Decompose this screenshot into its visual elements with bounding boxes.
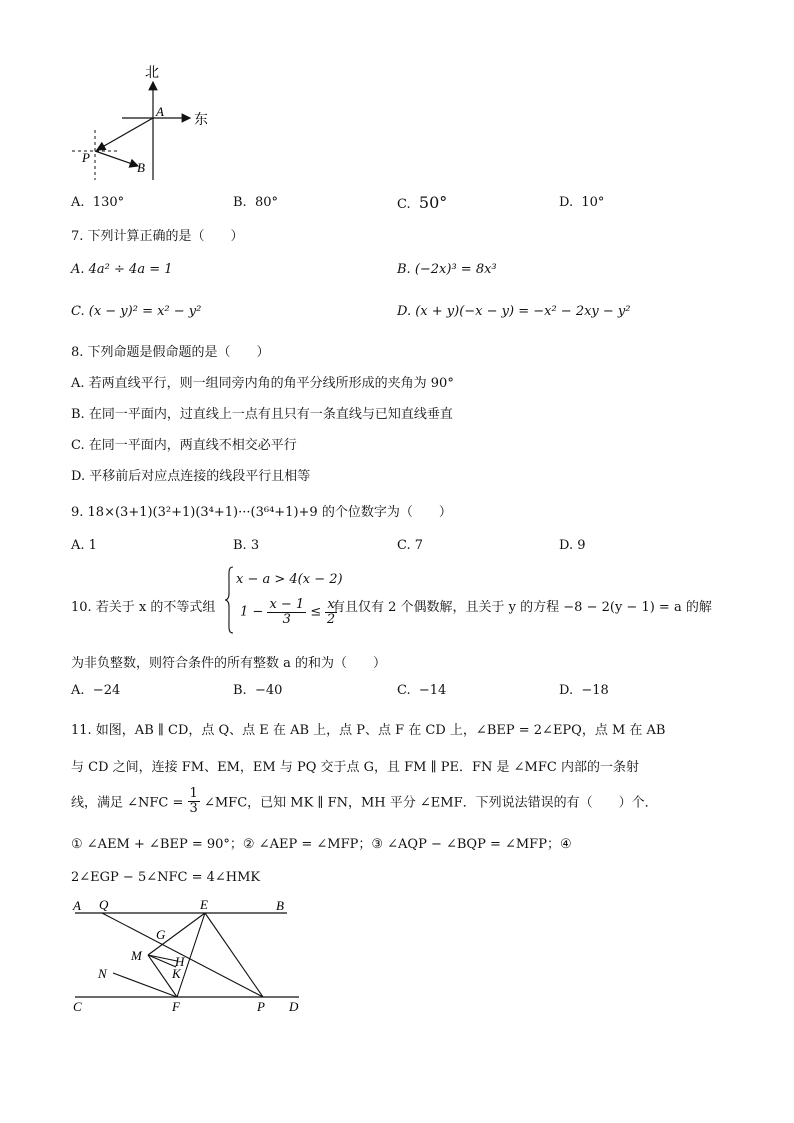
q9-option-d[interactable]: D. 9 [559,538,586,553]
q10-inequality-2: 1 − $\frac{x - 1}{3}$ ≤ $\frac{x}{2}$ [240,597,336,627]
q7-option-d[interactable]: D. (x + y)(−x − y) = −x² − 2xy − y² [397,304,631,319]
segment-ep [205,913,263,997]
q7-option-c[interactable]: C. (x − y)² = x² − y² [71,304,202,319]
q10-option-a[interactable]: A. −24 [71,683,121,698]
compass-figure [60,60,220,185]
q8-option-a[interactable]: A. 若两直线平行，则一组同旁内角的角平分线所形成的夹角为 90° [71,376,454,391]
label-a: A [156,104,164,119]
label-n: N [98,966,107,981]
geometry-figure [65,895,315,1020]
q9-option-b[interactable]: B. 3 [233,538,260,553]
label-p: P [257,999,265,1014]
q6-option-d[interactable]: D. 10° [559,195,605,210]
label-g: G [156,927,166,942]
label-c: C [73,999,82,1014]
q11-line2: 与 CD 之间，连接 FM、EM，EM 与 PQ 交于点 G，且 FM ∥ PE．FN 是 ∠MFC 内部的一条射 [71,760,639,775]
label-north: 北 [145,66,159,81]
q10-lead: 10. 若关于 x 的不等式组 [71,600,216,615]
q7-option-a[interactable]: A. 4a² ÷ 4a = 1 [71,262,173,277]
q6-option-a[interactable]: A. 130° [71,195,125,210]
q9-option-a[interactable]: A. 1 [71,538,97,553]
label-e: E [200,897,208,912]
label-f: F [172,999,180,1014]
q10-option-b[interactable]: B. −40 [233,683,283,698]
label-d: D [289,999,299,1014]
q10-fraction-left: $\frac{x - 1}{3}$ [269,597,305,627]
label-b: B [276,898,284,913]
ray-a-to-p [97,118,153,150]
label-k: K [172,966,181,981]
q10-line2: 为非负整数，则符合条件的所有整数 a 的和为（ ） [71,656,387,671]
q8-stem: 8. 下列命题是假命题的是（ ） [71,345,270,360]
q8-option-d[interactable]: D. 平移前后对应点连接的线段平行且相等 [71,469,311,484]
label-p: P [82,150,90,165]
q8-option-b[interactable]: B. 在同一平面内，过直线上一点有且只有一条直线与已知直线垂直 [71,407,453,422]
q10-fraction-right: $\frac{x}{2}$ [326,597,336,627]
q11-line5: 2∠EGP − 5∠NFC = 4∠HMK [71,870,261,885]
label-m: M [131,948,142,963]
ray-fn [113,973,177,997]
label-q: Q [99,897,109,912]
label-b: B [137,160,145,175]
q11-line3: 线，满足 ∠NFC = $\frac{1}{3}$ ∠MFC，已知 MK ∥ FN，MH 平分 ∠EMF．下列说法错误的有（ ）个． [71,786,658,816]
q10-inequality-1: x − a > 4(x − 2) [236,572,343,587]
q6-option-c[interactable]: C. 50° [397,193,448,212]
q11-line1: 11. 如图，AB ∥ CD，点 Q、点 E 在 AB 上，点 P、点 F 在 CD 上，∠BEP = 2∠EPQ，点 M 在 AB [71,723,666,738]
q11-line4: ① ∠AEM + ∠BEP = 90°；② ∠AEP = ∠MFP；③ ∠AQP − ∠BQP = ∠MFP；④ [71,837,572,852]
label-h: H [175,954,185,969]
q11-fraction: $\frac{1}{3}$ [189,786,198,816]
q9-option-c[interactable]: C. 7 [397,538,424,553]
q9-stem: 9. 18×(3+1)(3²+1)(3⁴+1)···(3⁶⁴+1)+9 的个位数字为（ ） [71,505,452,520]
q7-option-b[interactable]: B. (−2x)³ = 8x³ [397,262,497,277]
q10-option-c[interactable]: C. −14 [397,683,447,698]
q10-tail: 有且仅有 2 个偶数解，且关于 y 的方程 −8 − 2(y − 1) = a 的解 [332,600,712,615]
q8-option-c[interactable]: C. 在同一平面内，两直线不相交必平行 [71,438,297,453]
q6-option-b[interactable]: B. 80° [233,195,278,210]
label-a: A [73,898,81,913]
q10-option-d[interactable]: D. −18 [559,683,609,698]
q10-brace [224,566,234,634]
label-east: 东 [194,113,208,128]
ray-p-to-b [95,151,138,166]
q7-stem: 7. 下列计算正确的是（ ） [71,229,244,244]
segment-mh [148,955,177,961]
